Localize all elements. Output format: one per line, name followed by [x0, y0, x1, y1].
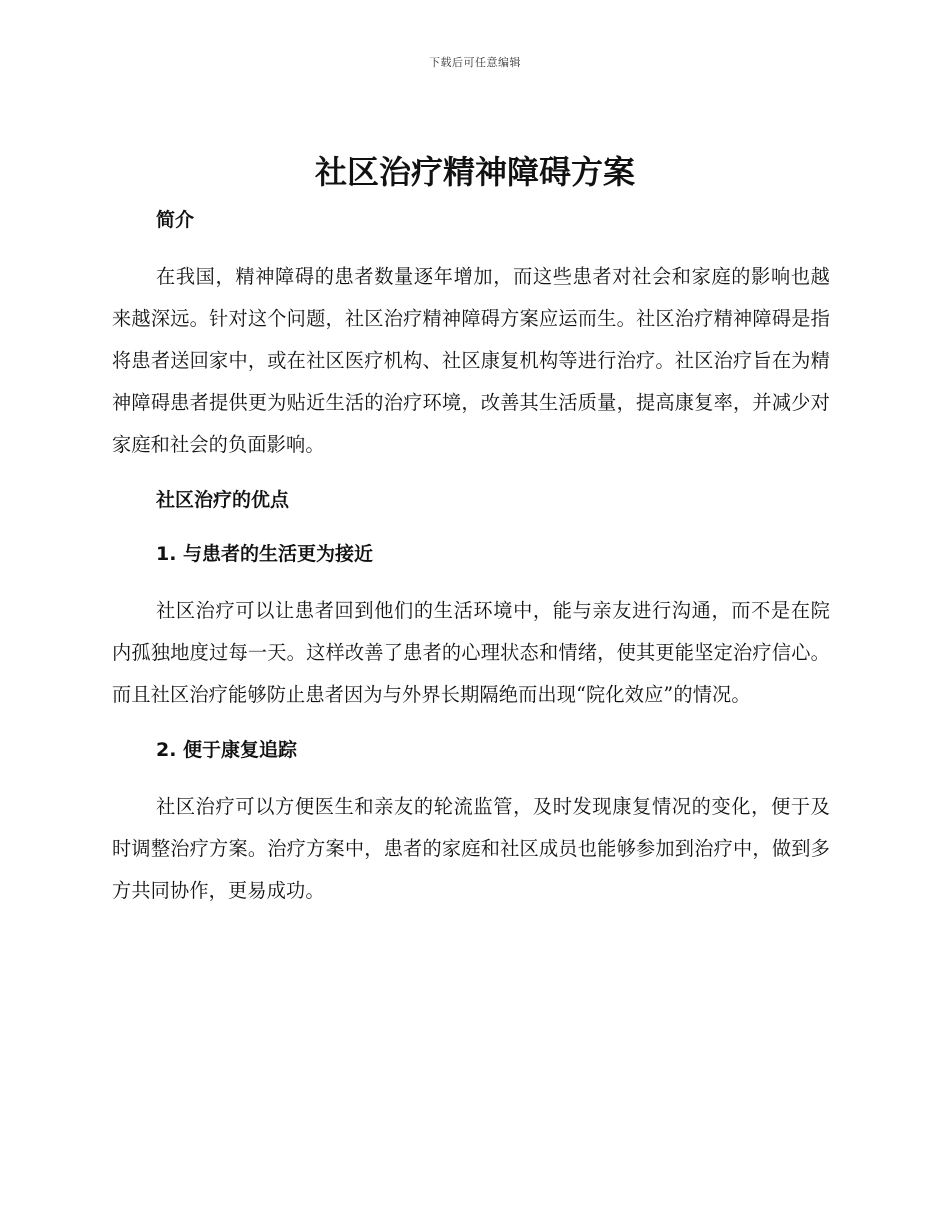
point2-heading: 2. 便于康复追踪 [156, 739, 298, 761]
document-body [112, 202, 830, 912]
intro-heading: 简介 [156, 209, 195, 231]
intro-paragraph: 在我国，精神障碍的患者数量逐年增加，而这些患者对社会和家庭的影响也越来越深远。针对这个问题，社区治疗精神障碍方案应运而生。社区治疗精神障碍是指将患者送回家中，或在社区医疗机构、社区康复机构等进行治疗。社区治疗旨在为精神障碍患者提供更为贴近生活的治疗环境，改善其生活质量，提高康复率，并减少对家庭和社会的负面影响。 [112, 265, 830, 456]
document-title: 社区治疗精神障碍方案 [314, 153, 635, 191]
point1-paragraph: 社区治疗可以让患者回到他们的生活环境中，能与亲友进行沟通，而不是在院内孤独地度过每一天。这样改善了患者的心理状态和情绪，使其更能坚定治疗信心。而且社区治疗能够防止患者因为与外界长期隔绝而出现“院化效应”的情况。 [112, 599, 830, 706]
point2-paragraph: 社区治疗可以方便医生和亲友的轮流监管，及时发现康复情况的变化，便于及时调整治疗方案。治疗方案中，患者的家庭和社区成员也能够参加到治疗中，做到多方共同协作，更易成功。 [112, 795, 830, 902]
advantages-heading: 社区治疗的优点 [156, 489, 290, 511]
point1-heading: 1. 与患者的生活更为接近 [156, 543, 374, 565]
header-note: 下载后可任意编辑 [429, 56, 521, 69]
